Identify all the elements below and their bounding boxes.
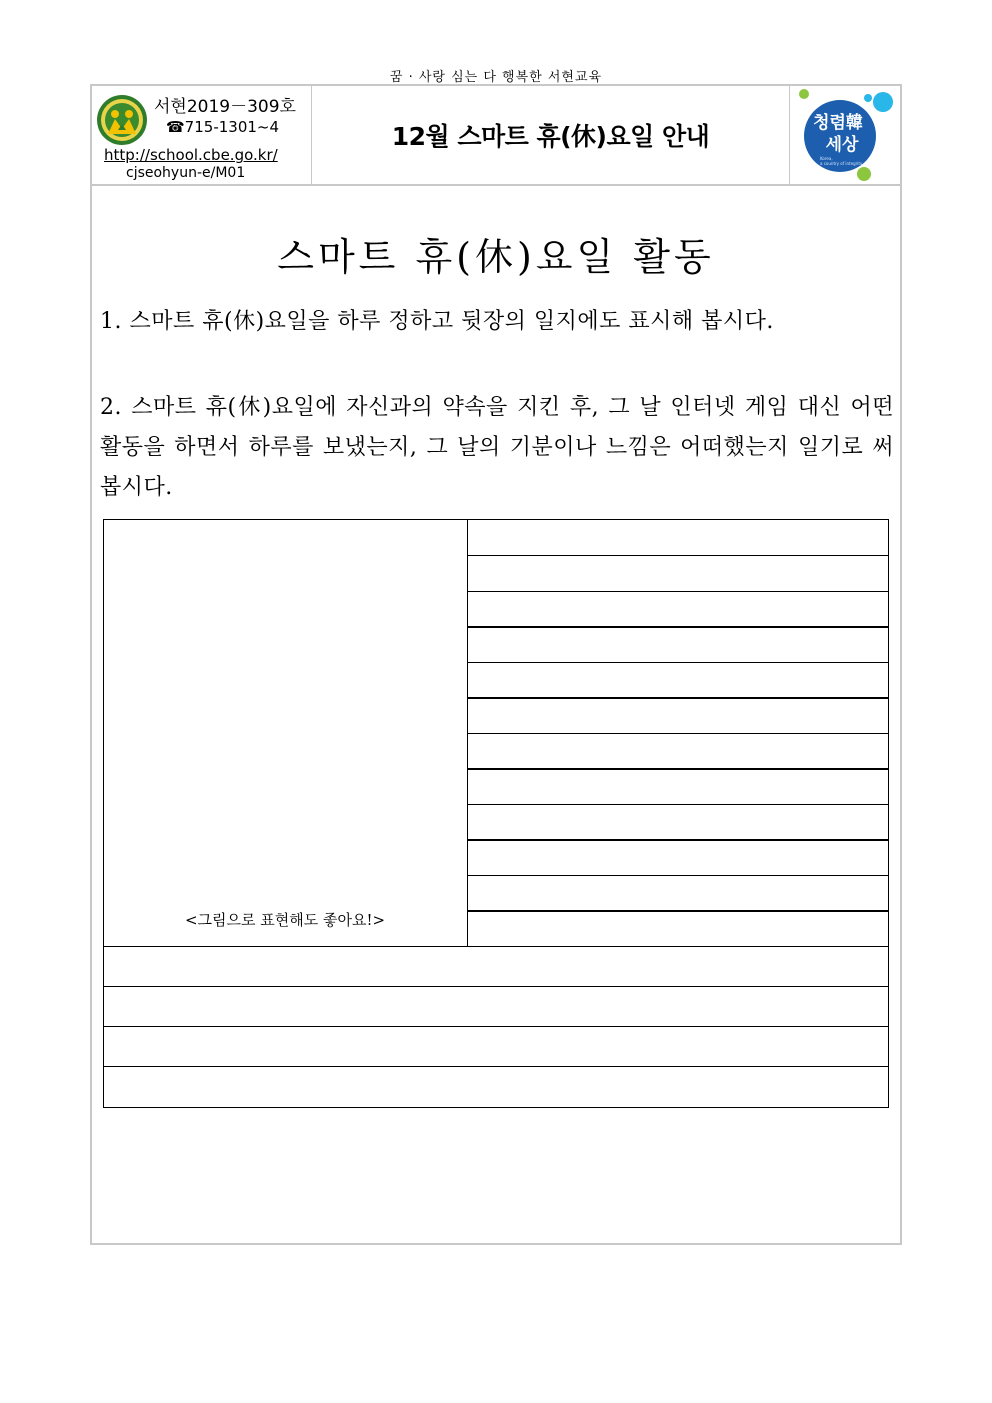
slogan: 꿈 · 사랑 심는 다 행복한 서현교육 (389, 70, 603, 85)
diary-line[interactable] (467, 591, 889, 628)
header-info-cell (92, 86, 312, 184)
diary-line[interactable] (467, 519, 889, 556)
integrity-korea-logo-icon (796, 88, 896, 184)
diary-line[interactable] (467, 555, 889, 592)
diary-line[interactable] (467, 697, 889, 734)
diary-line[interactable] (467, 662, 889, 699)
header-title-cell (312, 86, 789, 184)
diary-line[interactable] (467, 626, 889, 663)
diary-line[interactable] (467, 804, 889, 841)
logo-caption-line2: a country of integrity (820, 161, 863, 166)
letter-header (92, 86, 900, 186)
school-url-link[interactable]: http://school.cbe.go.kr/ (104, 146, 278, 164)
diary-line-wide[interactable] (103, 986, 889, 1027)
header-logo-cell (789, 86, 900, 184)
diary-line[interactable] (467, 768, 889, 805)
school-emblem-icon (96, 94, 148, 146)
diary-line[interactable] (467, 910, 889, 947)
diary-line-wide[interactable] (103, 1026, 889, 1067)
diary-line-wide[interactable] (103, 946, 889, 987)
logo-text-line2: 세상 (825, 135, 859, 155)
logo-text-line1: 청렴韓 (813, 113, 863, 133)
logo-caption-line1: Korea, (820, 156, 833, 161)
diary-line[interactable] (467, 733, 889, 770)
notice-title: 12월 스마트 휴(休)요일 안내 (391, 122, 710, 151)
diary-line[interactable] (467, 839, 889, 876)
instruction-1: 1. 스마트 휴(休)요일을 하루 정하고 뒷장의 일지에도 표시해 봅시다. (100, 309, 774, 334)
diary-table (103, 519, 889, 1108)
user-id: cjseohyun-e/M01 (126, 165, 246, 181)
diary-line[interactable] (467, 875, 889, 912)
drawing-area[interactable] (103, 519, 468, 947)
phone-number: ☎715-1301~4 (166, 118, 280, 136)
diary-line-wide[interactable] (103, 1066, 889, 1108)
drawing-hint: <그림으로 표현해도 좋아요!> (184, 911, 386, 929)
instruction-2: 2. 스마트 휴(休)요일에 자신과의 약속을 지킨 후, 그 날 인터넷 게임 대신 어떤 활동을 하면서 하루를 보냈는지, 그 날의 기분이나 느낌은 어떠했는지 일기로 써 봅시다. (100, 395, 894, 500)
main-title: 스마트 휴(休)요일 활동 (277, 235, 715, 279)
document-number: 서현2019－309호 (154, 97, 296, 117)
